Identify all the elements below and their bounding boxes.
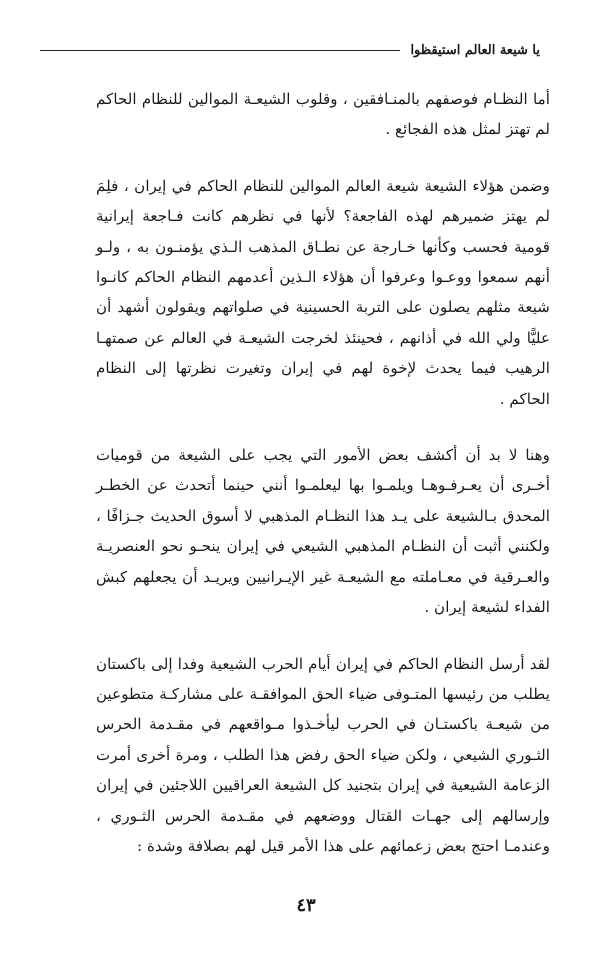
body-text [96,84,550,861]
paragraph: لقد أرسل النظام الحاكم في إيران أيام الحرب الشيعية وفدا إلى باكستان يطلب من رئيسها المتـوفى ضياء الحق الموافقـة على مشاركـة متطوعين من شيعـة باكستـان في الحرب ليأخـذوا مـواقعهم في مقـدمة الحرس الثـوري الشيعي ، ولكن ضياء الحق رفض هذا الطلب ، ومرة أخرى أمرت الزعامة الشيعية في إيران بتجنيد كل الشيعة العراقيين اللاجئين في إيران وإرسالهم إلى جهـات القتال ووضعهم في مقـدمة الحرس الثـوري ، وعندمـا احتج بعض زعمائهم على هذا الأمر قيل لهم بصلافة وشدة : [96,654,550,855]
running-header [40,38,540,62]
paragraph: وضمن هؤلاء الشيعة شيعة العالم الموالين للنظام الحاكم في إيران ، فلِمَ لم يهتز ضميرهم لهذه الفاجعة؟ لأنها في نظرهم كانت فـاجعة إيرانية قومية فحسب وكأنها خـارجة عن نطـاق المذهب الـذي يؤمنـون به ، ولـو أنهم سمعوا ووعـوا وعرفوا أن هؤلاء الـذين أعدمهم النظام الحاكم كانـوا شيعة مثلهم يصلون على التربة الحسينية في صلواتهم ويقولون أشهد أن عليًّا ولي الله في أذانهم ، فحينئذ لخرجت الشيعـة في العالم عن صمتهـا الرهيب فيما يحدث لإخوة لهم في إيران وتغيرت نظرتها إلى النظام الحاكم . [96,176,550,408]
page-number: ٤٣ [296,895,316,916]
header-rule [40,50,400,51]
running-header-title: يا شيعة العالم استيقظوا [410,42,540,58]
paragraph: وهنا لا بد أن أكشف بعض الأمور التي يجب على الشيعة من قوميات أخـرى أن يعـرفـوهـا ويلمـوا بها ليعلمـوا أنني حينما أتحدث عن الخطـر المحدق بـالشيعة على يـد هذا النظـام المذهبي لا أسوق الحديث جـزافًا ، ولكنني أثبت أن النظـام المذهبي الشيعي في إيران ينحـو نحو العنصريـة والعـرقية في معـاملته مع الشيعـة غير الإيـرانيين ويريـد أن يجعلهم كبش الفداء لشيعة إيران . [96,446,550,617]
paragraph: أما النظـام فوصفهم بالمنـافقين ، وقلوب الشيعـة الموالين للنظام الحاكم لم تهتز لمثل هذه الفجائع . [96,90,550,139]
